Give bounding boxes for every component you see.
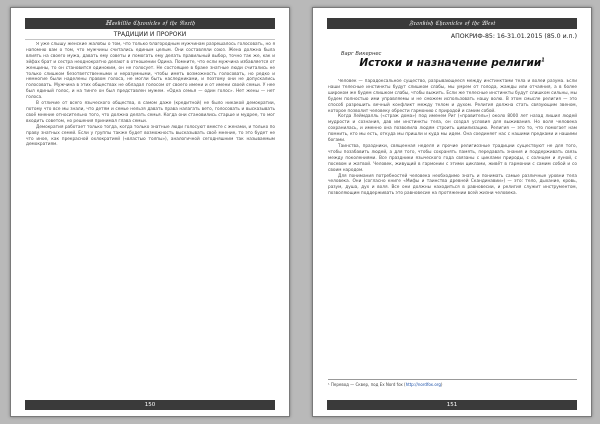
paragraph: Когда Хеймдалль («страж дома») под именем Риг («правитель») около 8000 лет назад лишил людей мудрости и сознания, дав им инстинкты тела, он создал условия для выживания. Но воля человека сохранилась, и именно она позволила людям строить цивилизацию. Религия — это то, что помогает нам помнить, кто мы есть, откуда мы пришли и куда мы идем. Она соединяет нас с нашими предками и нашими богами.: [328, 114, 577, 144]
author: Варг Викернес: [341, 51, 382, 57]
footnote-marker: 1: [541, 57, 545, 64]
paragraph: Демократия работает только тогда, когда только знатные люди голосуют вместе с женами, и только по праву знатных семей. Если у группы также будет возможность высказывать своё мнение, то это будет не что иное, как прекрасной охлократией («властью толпы»), аналогичной сегодняшним так называемым демократиям.: [26, 124, 275, 148]
paragraph: Таинства, праздники, священная неделя и прочие религиозные традиции существуют не для того, чтобы позабавить людей, а для того, чтобы сохранять память, передавать знания и поддерживать связь между поколениями. Все праздники языческого года связаны с циклами природы, с солнцем и луной, с посевом и жатвой. Человек, живущий в гармонии с этими циклами, живёт в гармонии с самим собой и со своим народом.: [328, 143, 577, 173]
section-title: ТРАДИЦИИ И ПРОРОКИ: [25, 31, 275, 40]
article-title: [327, 57, 577, 69]
article-title-text: Истоки и назначение религии: [359, 57, 542, 69]
footnote: [328, 379, 577, 387]
footnote-end: ): [440, 382, 443, 387]
paragraph: Человек — парадоксальное существо, разрывающееся между инстинктами тела и волей разума. Если наши телесные инстинкты будут слишком слабы, мы умрем от голода, жажды или отчаяния, а в более широком же будем слишком слабы, чтобы выжить. Если же телесные инстинкты будут слишком сильны, мы будем полностью ими управляемы и не сможем использовать нашу волю. В этом смысле религия — это способ разрешить вечный конфликт между телом и духом. Религия должна стать связующим звеном, которое позволит человеку обрести гармонию с природой и самим собой.: [328, 79, 577, 114]
footnote-link[interactable]: http://nordfox.org: [405, 382, 441, 387]
body-text: [26, 42, 275, 232]
issue-label: АПОКРИФ-85: 16-31.01.2015 (85.0 и.п.): [450, 33, 577, 40]
paragraph: В отличие от всего языческого общества, в самом даже (кредитной) не было никакой демократии, потому что все мы знали, что детям и семье нельзя давать права налагать вето, голосовать и высказывать своё мнение относительно того, что должна делать семья. Когда они становились старше и мудрее, то мог входить советом, но решения принимал глава семьи.: [26, 101, 275, 124]
page-number: 151: [327, 400, 577, 410]
right-page: [312, 7, 592, 417]
paragraph: Для понимания потребностей человека необходимо знать и понимать самые различные уровни тела человека. Они (согласно книге «Мифы и таинства древней Скандинавии») — это: тело, дыхание, кровь, разум, душа, дух и воля. Все они должны находиться в равновесии, и религия служит инструментом, позволяющим поддерживать это равновесие на протяжении всей жизни человека.: [328, 173, 577, 197]
running-header: ℍ𝔞𝔰𝔨𝔦𝔩𝔩𝔦𝔞 ℭ𝔥𝔯𝔬𝔫𝔦𝔠𝔩𝔢𝔰 𝔬𝔣 𝔱𝔥𝔢 𝔑𝔬𝔯𝔱𝔥: [25, 18, 275, 29]
paragraph: Я уже слышу женские жалобы о том, что только благородным мужчинам разрешалось голосовать, но я напомню вам о том, что мужчины считались единым целым. Они составляли союз. Жена должна была влиять на своего мужа, давать ему советы и помогать ему делать правильный выбор, точно так же, как и эйфах брат и сестра неоднократно делают в отношении Одина. Помните, что если мужчина избавляется от женщины, то он становится одиноким, он не голосует. Не состоящие в браке знатные люди считались не только слишком безответственными и неразумными, чтобы иметь возможность голосовать, но редко и немногие были наделены правом голоса, не могли быть наследниками, и поэтому они не допускались голосовать. Мужчина в этих обществах не обладал голосом от своего имени и от имени своей семьи. У нее был единый голос, и на тинге он был представлен мужем. «Одна семья — один голос». Нет жены — нет голоса.: [26, 42, 275, 101]
footnote-text: ¹ Перевод — Сквер, под Ex Nord fox (: [328, 382, 406, 387]
running-header: 𝔉𝔯𝔞𝔫𝔨𝔦𝔰𝔥 ℭ𝔥𝔯𝔬𝔫𝔦𝔠𝔩𝔢𝔰 𝔬𝔣 𝔱𝔥𝔢 𝔚𝔢𝔰𝔱: [327, 18, 577, 29]
page-number: 150: [25, 400, 275, 410]
left-page: [10, 7, 290, 417]
body-text: [328, 79, 577, 373]
